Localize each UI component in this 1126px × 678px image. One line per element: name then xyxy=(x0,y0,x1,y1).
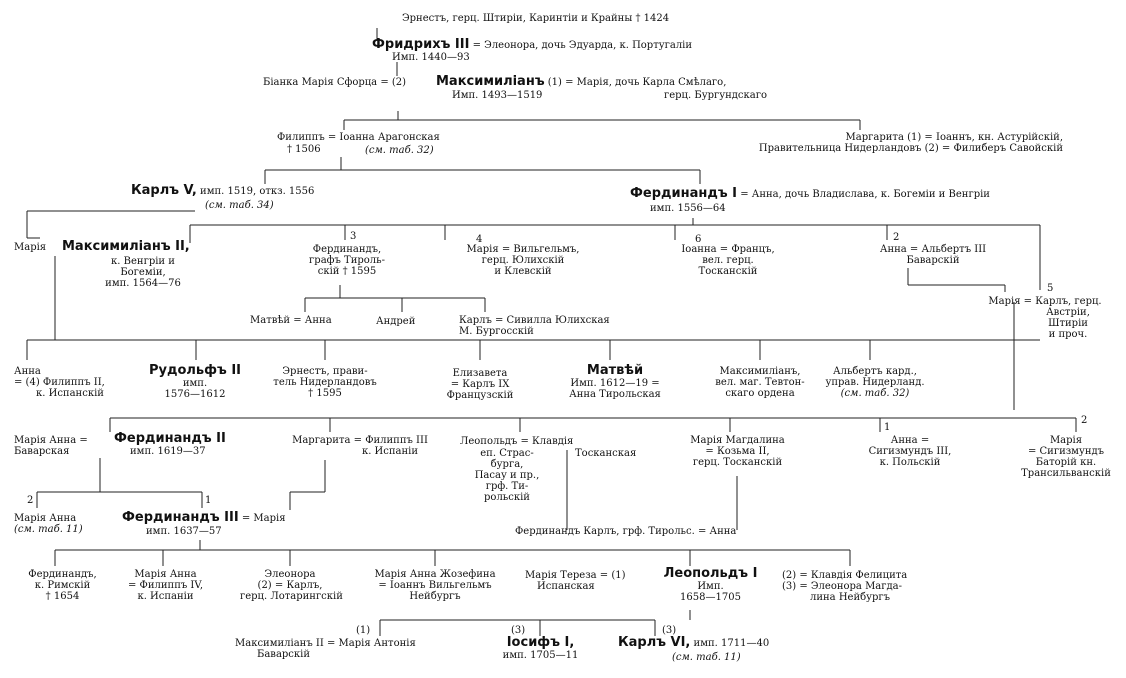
maria-anna-3-line2: = Филиппъ IV, xyxy=(127,580,203,591)
ferdinand-ii-name: Фердинандъ II xyxy=(114,431,226,446)
maria-anna-2-ref: (см. таб. 11) xyxy=(14,524,83,535)
order-2-maria xyxy=(1081,415,1087,426)
friedrich-iii-reign xyxy=(392,52,470,63)
maria-sigismund-bathory xyxy=(1010,435,1122,479)
philipp-death-text: † 1506 xyxy=(287,144,321,155)
maximilian-ii-bavaria-line1: Максимиліанъ II = Марія Антонія xyxy=(235,638,416,649)
maximilian-gm-line1: Максимиліанъ, xyxy=(719,366,801,377)
friedrich-iii-entry xyxy=(372,38,692,52)
ferdinand-i-reign xyxy=(650,203,726,214)
leopold-i xyxy=(648,567,773,603)
maximilian-grand-master xyxy=(700,366,820,399)
order-2-anna xyxy=(893,232,899,243)
leopold-line4: Пасау и пр., xyxy=(474,470,540,481)
order-2-maria-anna-text: 2 xyxy=(27,495,34,506)
order-4-text: 4 xyxy=(476,234,483,245)
rudolf-ii-name: Рудольфъ II xyxy=(148,363,242,378)
maria-karl-line2: Австріи, xyxy=(1046,307,1090,318)
albert-cardinal-line2: управ. Нидерланд. xyxy=(825,377,925,388)
andrei-text: Андрей xyxy=(376,316,416,327)
leopold-line5: грф. Ти- xyxy=(485,481,529,492)
karl-sibylla xyxy=(459,315,610,337)
anna-albert xyxy=(868,244,998,266)
leopold-i-wife2: (2) = Клавдія Фелицита xyxy=(782,570,908,581)
ferdinand-i-spouse: = Анна, дочь Владислава, к. Богеміи и Венгріи xyxy=(740,189,990,200)
maria-theresa-line2: Испанская xyxy=(537,581,595,592)
maria-anna-josefina-line3: Нейбургъ xyxy=(409,591,461,602)
maria-anna-bav-line1: Марія Анна = xyxy=(14,435,88,446)
ferdinand-iv-line1: Фердинандъ, xyxy=(28,569,97,580)
elizabeth-line1: Елизавета xyxy=(452,368,508,379)
order-2-maria-text: 2 xyxy=(1081,415,1088,426)
leopold-line1: Леопольдъ = Клавдія xyxy=(460,436,574,447)
maximilian-i-entry xyxy=(436,75,726,89)
karl-vi-name: Карлъ VI, xyxy=(618,635,691,650)
eleonora-karl-lorraine xyxy=(240,569,343,602)
maria-magdalena-line1: Марія Магдалина xyxy=(690,435,785,446)
anna-albert-line2: Баварскій xyxy=(906,255,960,266)
karl-v-ref xyxy=(205,200,274,211)
maria-spain-text: Марія xyxy=(14,242,47,253)
matvei-anna-text: Матвѣй = Анна xyxy=(250,315,332,326)
ferdinand-iv-line3: † 1654 xyxy=(45,591,80,602)
ernest-governor-line2: тель Нидерландовъ xyxy=(273,377,377,388)
matthias-line2: Анна Тирольская xyxy=(569,389,661,400)
maria-theresa-spain xyxy=(525,570,626,592)
ferdinand-ii-reign: имп. 1619—37 xyxy=(130,446,206,457)
claudia-tuscany-text: Тосканская xyxy=(575,448,637,459)
order-3-karl-vi-text: (3) xyxy=(662,625,677,636)
maria-anna-2 xyxy=(14,513,83,535)
friedrich-iii-name: Фридрихъ III xyxy=(372,37,470,52)
maria-karl-line3: Штиріи xyxy=(1048,318,1088,329)
order-3-joseph-text: (3) xyxy=(511,625,526,636)
maximilian-ii-line2: Богеміи, xyxy=(120,267,166,278)
anna-sigismund-line2: Сигизмундъ III, xyxy=(868,446,952,457)
maximilian-ii-line3: имп. 1564—76 xyxy=(105,278,181,289)
maria-anna-josefina xyxy=(360,569,510,602)
ioanna-franz-line3: Тосканскій xyxy=(698,266,758,277)
ferdinand-i-name: Фердинандъ I xyxy=(630,186,737,201)
philipp-line1: Филиппъ = Іоанна Арагонская xyxy=(277,132,440,143)
maria-anna-bavaria xyxy=(14,435,88,457)
ferdinand-tyrol-line2: графъ Тироль- xyxy=(309,255,385,266)
elizabeth-charles-ix xyxy=(430,368,530,401)
maria-wilhelm-line3: и Клевскій xyxy=(494,266,552,277)
karl-vi-ref xyxy=(672,652,741,663)
order-5-text: 5 xyxy=(1047,283,1054,294)
maria-anna-3-line1: Марія Анна xyxy=(134,569,197,580)
leopold-line6: рольскій xyxy=(484,492,530,503)
maria-anna-bav-line2: Баварская xyxy=(14,446,70,457)
order-2-anna-text: 2 xyxy=(893,232,900,243)
matthias-name: Матвѣй xyxy=(586,363,644,378)
anna-sigismund-line1: Анна = xyxy=(890,435,930,446)
margarita-philipp-iii xyxy=(285,435,435,457)
margarita-entry xyxy=(668,132,1063,154)
maria-spain xyxy=(14,242,46,253)
leopold-i-line2: 1658—1705 xyxy=(680,592,741,603)
bianca-sforza-text: Біанка Марія Сфорца = (2) xyxy=(263,77,407,88)
albert-cardinal xyxy=(820,366,930,399)
maximilian-i-spouse: (1) = Марія, дочь Карла Смѣлаго, xyxy=(547,77,727,88)
anna-philipp-line1: Анна xyxy=(14,366,41,377)
order-2-maria-anna xyxy=(27,495,33,506)
ioanna-franz-line2: вел. герц. xyxy=(702,255,754,266)
order-1-anna xyxy=(884,422,890,433)
maximilian-ii-entry xyxy=(62,240,190,254)
ferdinand-tyrol xyxy=(292,244,402,277)
albert-cardinal-line1: Альбертъ кард., xyxy=(833,366,917,377)
maximilian-gm-line2: вел. маг. Тевтон- xyxy=(715,377,805,388)
ferdinand-i-entry xyxy=(630,187,990,201)
joseph-i xyxy=(488,636,593,661)
anna-philipp-line2: = (4) Филиппъ II, xyxy=(14,377,105,388)
leopold-titles xyxy=(462,448,552,503)
order-1-ferdinand-iii xyxy=(205,495,211,506)
eleonora-line3: герц. Лотарингскій xyxy=(240,591,343,602)
philipp-ref-text: (см. таб. 32) xyxy=(365,145,434,156)
maximilian-i-spouse-line2 xyxy=(664,90,767,101)
maria-wilhelm-line1: Марія = Вильгельмъ, xyxy=(466,244,580,255)
maximilian-gm-line3: скаго ордена xyxy=(725,388,795,399)
order-5 xyxy=(1047,283,1053,294)
eleonora-line2: (2) = Карлъ, xyxy=(257,580,323,591)
maximilian-i-reign-text: Имп. 1493—1519 xyxy=(452,90,543,101)
philipp-death xyxy=(287,144,321,155)
karl-v-ref-text: (см. таб. 34) xyxy=(205,200,274,211)
leopold-line2: еп. Страс- xyxy=(480,448,534,459)
ferdinand-tyrol-line3: скій † 1595 xyxy=(317,266,377,277)
joseph-i-name: Іосифъ I, xyxy=(506,635,575,650)
friedrich-iii-reign-text: Имп. 1440—93 xyxy=(392,52,470,63)
claudia-tuscany xyxy=(575,448,636,459)
maria-anna-2-line1: Марія Анна xyxy=(14,513,77,524)
ferdinand-iii xyxy=(122,511,286,525)
matthias-line1: Имп. 1612—19 = xyxy=(570,378,660,389)
anna-sigismund-line3: к. Польскій xyxy=(879,457,941,468)
ferdinand-karl-tyrol xyxy=(515,526,736,537)
order-1-maria-antonia-text: (1) xyxy=(356,625,371,636)
margarita-line1: Маргарита (1) = Іоаннъ, кн. Астурійскій, xyxy=(845,132,1063,143)
ferdinand-tyrol-line1: Фердинандъ, xyxy=(312,244,382,255)
ferdinand-iii-spouse: = Марія xyxy=(241,513,286,524)
maria-wilhelm xyxy=(448,244,598,277)
ernest-styria-text: Эрнестъ, герц. Штиріи, Каринтіи и Крайны † 1424 xyxy=(402,13,670,24)
maximilian-i-name: Максимиліанъ xyxy=(436,74,545,89)
maria-magdalena-line2: = Козьма II, xyxy=(705,446,770,457)
margarita-philipp-line2: к. Испаніи xyxy=(361,446,419,457)
matvei-anna xyxy=(250,315,332,326)
leopold-i-line1: Имп. xyxy=(697,581,724,592)
maria-bathory-line1: Марія xyxy=(1049,435,1083,446)
friedrich-iii-spouse: = Элеонора, дочь Эдуарда, к. Португаліи xyxy=(472,40,693,51)
order-1-maria-antonia xyxy=(356,625,370,636)
order-1-anna-text: 1 xyxy=(884,422,891,433)
philipp-ref xyxy=(365,145,434,156)
ferdinand-iv xyxy=(20,569,105,602)
ernest-governor xyxy=(265,366,385,399)
karl-sibylla-line2: М. Бургосскій xyxy=(459,326,534,337)
margarita-line2: Правительница Нидерландовъ (2) = Филиберъ Савойскій xyxy=(758,143,1063,154)
karl-v-reign: имп. 1519, откз. 1556 xyxy=(200,186,315,197)
leopold-line3: бурга, xyxy=(490,459,524,470)
karl-v-name: Карлъ V, xyxy=(131,183,197,198)
karl-vi xyxy=(618,636,769,650)
ernest-governor-line3: † 1595 xyxy=(308,388,342,399)
maria-magdalena-line3: герц. Тосканскій xyxy=(692,457,783,468)
ferdinand-iv-line2: к. Римскій xyxy=(34,580,91,591)
matthias-emperor xyxy=(555,364,675,400)
maria-karl-line1: Марія = Карлъ, герц. xyxy=(988,296,1102,307)
order-3-text: 3 xyxy=(350,231,357,242)
anna-albert-line1: Анна = Альбертъ III xyxy=(879,244,987,255)
karl-vi-ref-text: (см. таб. 11) xyxy=(672,652,741,663)
maria-karl-line4: и проч. xyxy=(1048,329,1088,340)
maria-anna-3-line3: к. Испаніи xyxy=(137,591,194,602)
ferdinand-karl-tyrol-text: Фердинандъ Карлъ, грф. Тирольс. = Анна xyxy=(515,526,737,537)
maria-theresa-line1: Марія Тереза = (1) xyxy=(525,570,626,581)
maria-anna-josefina-line2: = Іоаннъ Вильгельмъ xyxy=(378,580,492,591)
karl-v-entry xyxy=(131,184,314,198)
philipp-entry xyxy=(277,132,440,143)
order-1-ferdinand-iii-text: 1 xyxy=(205,495,212,506)
rudolf-ii-line2: 1576—1612 xyxy=(164,389,226,400)
joseph-i-reign: имп. 1705—11 xyxy=(502,650,579,661)
eleonora-line1: Элеонора xyxy=(264,569,316,580)
ferdinand-iii-reign xyxy=(146,526,222,537)
maria-anna-philipp-iv xyxy=(118,569,213,602)
maximilian-i-reign xyxy=(452,90,542,101)
maximilian-ii-details xyxy=(78,256,208,289)
maximilian-i-spouse-line2-text: герц. Бургундскаго xyxy=(664,90,767,101)
maria-bathory-line2: = Сигизмундъ xyxy=(1027,446,1105,457)
leopold-i-wife3-cont: лина Нейбургъ xyxy=(810,592,891,603)
elizabeth-line2: = Карлъ IX xyxy=(450,379,510,390)
anna-philipp-ii xyxy=(14,366,105,399)
maximilian-ii-line1: к. Венгріи и xyxy=(111,256,175,267)
maria-bathory-line3: Баторій кн. xyxy=(1035,457,1097,468)
ferdinand-ii xyxy=(114,432,226,457)
albert-cardinal-ref: (см. таб. 32) xyxy=(840,388,910,399)
leopold-i-name: Леопольдъ I xyxy=(663,566,758,581)
karl-vi-reign: имп. 1711—40 xyxy=(693,638,770,649)
elizabeth-line3: Французскій xyxy=(446,390,514,401)
anna-philipp-line3: к. Испанскій xyxy=(36,388,104,399)
maria-magdalena xyxy=(675,435,800,468)
ferdinand-i-reign-text: имп. 1556—64 xyxy=(650,203,726,214)
leopold-bishop xyxy=(460,436,573,447)
maximilian-ii-name: Максимиліанъ II, xyxy=(62,239,190,254)
leopold-i-wife3: (3) = Элеонора Магда- xyxy=(782,581,903,592)
karl-sibylla-line1: Карлъ = Сивилла Юлихская xyxy=(459,315,610,326)
maximilian-ii-bavaria-line2: Баварскій xyxy=(257,649,311,660)
rudolf-ii xyxy=(135,364,255,400)
andrei xyxy=(376,316,415,327)
margarita-philipp-line1: Маргарита = Филиппъ III xyxy=(292,435,428,446)
leopold-i-wives xyxy=(782,570,907,603)
ioanna-franz-line1: Іоанна = Францъ, xyxy=(681,244,775,255)
maria-bathory-line4: Трансильванскій xyxy=(1021,468,1111,479)
maria-karl-styria xyxy=(970,296,1120,340)
ferdinand-iii-reign-text: имп. 1637—57 xyxy=(146,526,222,537)
order-6-text: 6 xyxy=(695,234,702,245)
order-3 xyxy=(350,231,356,242)
rudolf-ii-line1: имп. xyxy=(182,378,208,389)
ernest-styria xyxy=(402,13,669,24)
ernest-governor-line1: Эрнестъ, прави- xyxy=(282,366,368,377)
bianca-sforza xyxy=(263,77,406,88)
ioanna-franz xyxy=(668,244,788,277)
ferdinand-iii-name: Фердинандъ III xyxy=(122,510,239,525)
maria-wilhelm-line2: герц. Юлихскій xyxy=(481,255,565,266)
anna-sigismund xyxy=(855,435,965,468)
maximilian-ii-bavaria xyxy=(235,638,416,660)
maria-anna-josefina-line1: Марія Анна Жозефина xyxy=(374,569,496,580)
